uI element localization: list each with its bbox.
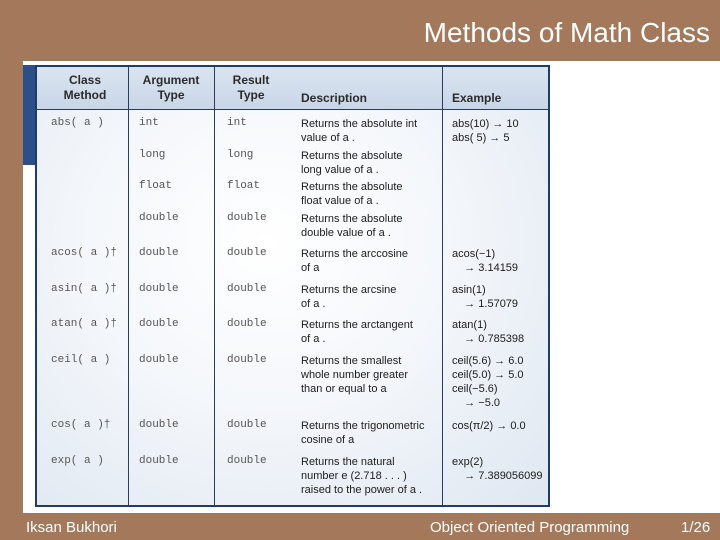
argument-type: int	[139, 117, 159, 129]
example-line: cos(π/2) → 0.0	[452, 420, 526, 432]
header-text: Argument	[142, 73, 200, 87]
accent-bar	[23, 65, 35, 165]
column-divider	[128, 67, 129, 505]
example	[452, 419, 526, 433]
description	[301, 455, 422, 497]
header-argument-type	[137, 73, 205, 103]
example-line: ceil(5.6) → 6.0	[452, 355, 524, 367]
description	[301, 149, 403, 177]
method-name: acos( a )†	[51, 247, 118, 259]
description-line: value of a .	[301, 132, 355, 144]
description-line: Returns the absolute	[301, 213, 403, 225]
header-example	[452, 91, 501, 106]
header-text: Example	[452, 91, 502, 105]
method-name: asin( a )†	[51, 283, 118, 295]
description-line: of a	[301, 262, 320, 274]
math-methods-table	[35, 65, 550, 507]
description-line: Returns the absolute int	[301, 118, 418, 130]
result-type: double	[227, 419, 267, 431]
footer-page-number: 1/26	[681, 519, 711, 536]
example-line: atan(1)	[452, 319, 487, 331]
example	[452, 455, 543, 483]
result-type: long	[227, 149, 254, 161]
example	[452, 283, 518, 311]
result-type: double	[227, 455, 267, 467]
description-line: float value of a .	[301, 195, 379, 207]
argument-type: double	[139, 247, 179, 259]
header-text: Type	[237, 88, 265, 102]
description	[301, 354, 408, 396]
result-type: int	[227, 117, 247, 129]
description	[301, 212, 403, 240]
description-line: Returns the smallest	[301, 355, 402, 367]
description-line: cosine of a	[301, 434, 355, 446]
method-name: atan( a )†	[51, 318, 118, 330]
header-text: Class	[68, 73, 102, 87]
argument-type: double	[139, 455, 179, 467]
argument-type: float	[139, 180, 173, 192]
description-line: of a .	[301, 333, 326, 345]
header-result-type	[223, 73, 279, 103]
table-header	[37, 67, 548, 110]
example-line: abs( 5) → 5	[452, 132, 510, 144]
header-text: Result	[232, 73, 270, 87]
result-type: double	[227, 283, 267, 295]
method-name: ceil( a )	[51, 354, 111, 366]
description	[301, 283, 396, 311]
example-line: → 0.785398	[452, 333, 525, 345]
description-line: of a .	[301, 298, 326, 310]
header-text: Description	[301, 91, 368, 105]
argument-type: double	[139, 354, 179, 366]
description	[301, 117, 417, 145]
header-description	[301, 91, 367, 106]
result-type: double	[227, 247, 267, 259]
example-line: acos(−1)	[452, 248, 496, 260]
description-line: Returns the arcsine	[301, 284, 397, 296]
result-type: double	[227, 318, 267, 330]
result-type: double	[227, 212, 267, 224]
description-line: Returns the natural	[301, 456, 395, 468]
argument-type: double	[139, 419, 179, 431]
result-type: double	[227, 354, 267, 366]
argument-type: double	[139, 212, 179, 224]
argument-type: long	[139, 149, 166, 161]
example-line: exp(2)	[452, 456, 484, 468]
description	[301, 180, 403, 208]
description-line: Returns the absolute	[301, 150, 403, 162]
header-text: Method	[63, 88, 107, 102]
description	[301, 419, 425, 447]
description-line: number e (2.718 . . . )	[301, 470, 407, 482]
description	[301, 247, 408, 275]
example	[452, 117, 519, 145]
example-line: → 3.14159	[452, 262, 519, 274]
description-line: long value of a .	[301, 164, 379, 176]
example-line: asin(1)	[452, 284, 486, 296]
header-text: Type	[157, 88, 185, 102]
example-line: ceil(−5.6)	[452, 383, 498, 395]
column-divider	[442, 67, 443, 505]
example-line: → −5.0	[452, 397, 500, 409]
footer-author: Iksan Bukhori	[26, 519, 117, 536]
description-line: Returns the trigonometric	[301, 420, 425, 432]
description-line: double value of a .	[301, 227, 391, 239]
column-divider	[214, 67, 215, 505]
example	[452, 354, 524, 410]
result-type: float	[227, 180, 261, 192]
description-line: raised to the power of a .	[301, 484, 423, 496]
footer-course: Object Oriented Programming	[430, 519, 630, 536]
example-line: ceil(5.0) → 5.0	[452, 369, 524, 381]
argument-type: double	[139, 283, 179, 295]
slide-title: Methods of Math Class	[423, 17, 710, 48]
argument-type: double	[139, 318, 179, 330]
example	[452, 247, 518, 275]
example-line: → 1.57079	[452, 298, 519, 310]
example-line: abs(10) → 10	[452, 118, 519, 130]
description-line: Returns the arccosine	[301, 248, 408, 260]
description-line: than or equal to a	[301, 383, 387, 395]
method-name: abs( a )	[51, 117, 104, 129]
header-class-method	[57, 73, 113, 103]
description-line: whole number greater	[301, 369, 409, 381]
example-line: → 7.389056099	[452, 470, 543, 482]
method-name: exp( a )	[51, 455, 104, 467]
description-line: Returns the absolute	[301, 181, 403, 193]
method-name: cos( a )†	[51, 419, 111, 431]
description-line: Returns the arctangent	[301, 319, 413, 331]
description	[301, 318, 413, 346]
example	[452, 318, 524, 346]
